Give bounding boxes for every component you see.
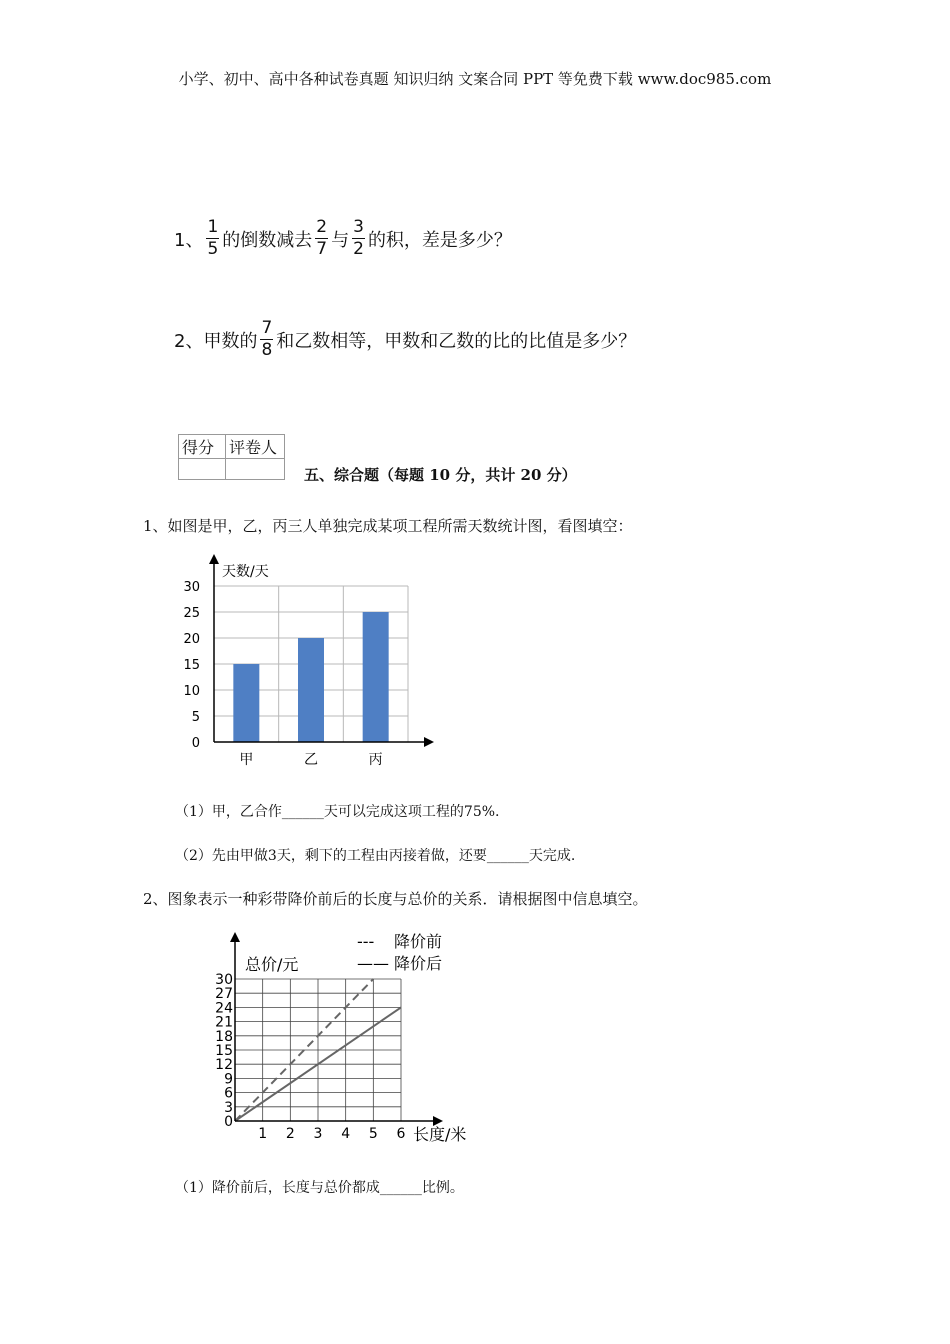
bar (233, 664, 259, 742)
fraction-denominator: 8 (261, 340, 273, 360)
x-tick-label: 乙 (304, 752, 318, 768)
grader-header: 评卷人 (226, 435, 285, 459)
problem-1-sub-2: （2）先由甲做3天，剩下的工程由丙接着做，还要______天完成. (175, 848, 576, 864)
x-tick-label: 1 (258, 1126, 268, 1142)
y-tick-label: 21 (215, 1014, 233, 1031)
fraction-numerator: 1 (207, 217, 219, 237)
fraction-2-7 (315, 219, 328, 258)
y-tick-label: 24 (215, 1000, 233, 1017)
fraction-1-5 (206, 219, 219, 258)
x-axis-label: 长度/米 (413, 1125, 467, 1144)
legend-label-before: 降价前 (394, 932, 443, 951)
problem-2-text: 2、图象表示一种彩带降价前后的长度与总价的关系．请根据图中信息填空。 (143, 890, 648, 908)
page-header: 小学、初中、高中各种试卷真题 知识归纳 文案合同 PPT 等免费下载 www.doc985.com (178, 70, 772, 88)
fraction-denominator: 5 (207, 239, 219, 259)
x-axis-arrow (424, 737, 434, 747)
grader-cell[interactable] (226, 459, 285, 480)
y-axis-label: 天数/天 (222, 564, 269, 580)
y-tick-label: 6 (224, 1085, 233, 1102)
x-tick-label: 甲 (239, 752, 254, 768)
y-tick-label: 27 (215, 986, 233, 1003)
line-chart (205, 928, 495, 1148)
y-tick-label: 18 (215, 1028, 233, 1045)
bar (298, 638, 324, 742)
problem-1-sub-1: （1）甲，乙合作______天可以完成这项工程的75%. (175, 804, 500, 820)
score-header: 得分 (179, 435, 226, 459)
y-tick-label: 30 (183, 580, 200, 595)
x-tick-label: 4 (341, 1126, 351, 1142)
question-2-text: 和乙数相等，甲数和乙数的比的比值是多少？ (276, 330, 637, 352)
question-1-prefix: 1、 (174, 229, 204, 251)
y-tick-label: 15 (215, 1043, 233, 1059)
x-tick-label: 丙 (368, 752, 383, 768)
y-tick-label: 9 (224, 1071, 233, 1088)
question-2-prefix: 2、甲数的 (174, 330, 258, 352)
y-tick-label: 0 (224, 1114, 233, 1130)
y-tick-label: 15 (183, 658, 200, 673)
score-cell[interactable] (179, 459, 226, 480)
y-tick-label: 5 (191, 710, 200, 725)
y-tick-label: 0 (191, 736, 200, 751)
question-1-text-c: 的积，差是多少？ (367, 229, 512, 251)
fraction-3-2 (352, 219, 365, 258)
fraction-numerator: 7 (261, 318, 273, 338)
bar-chart (170, 552, 450, 772)
y-tick-label: 12 (215, 1057, 233, 1074)
bar (363, 612, 389, 742)
question-2 (174, 320, 636, 359)
problem-2-sub-1: （1）降价前后，长度与总价都成______比例。 (175, 1180, 464, 1196)
section-title: 五、综合题（每题 10 分，共计 20 分） (304, 466, 577, 484)
fraction-denominator: 2 (353, 239, 364, 259)
legend-label-after: 降价后 (394, 954, 443, 973)
x-tick-label: 5 (368, 1126, 378, 1142)
legend-symbol-dashed: --- (357, 932, 375, 951)
fraction-numerator: 2 (316, 217, 328, 237)
x-tick-label: 3 (313, 1126, 323, 1142)
problem-1-text: 1、如图是甲，乙，丙三人单独完成某项工程所需天数统计图，看图填空： (143, 517, 633, 535)
y-axis-label: 总价/元 (245, 955, 299, 974)
score-table (178, 434, 285, 480)
y-tick-label: 20 (183, 632, 200, 647)
fraction-denominator: 7 (316, 239, 328, 259)
y-tick-label: 3 (224, 1099, 233, 1116)
fraction-7-8 (260, 320, 273, 359)
question-1-text-b: 与 (331, 229, 350, 251)
question-1 (174, 219, 512, 258)
y-tick-label: 10 (183, 684, 200, 699)
legend-symbol-solid: —— (357, 954, 389, 973)
fraction-numerator: 3 (353, 217, 364, 237)
x-tick-label: 2 (285, 1126, 295, 1142)
y-tick-label: 25 (183, 606, 200, 621)
question-1-text-a: 的倒数减去 (222, 229, 313, 251)
x-tick-label: 6 (396, 1126, 406, 1142)
y-axis-arrow (230, 932, 240, 942)
y-axis-arrow (209, 554, 219, 564)
y-tick-label: 30 (215, 972, 233, 988)
